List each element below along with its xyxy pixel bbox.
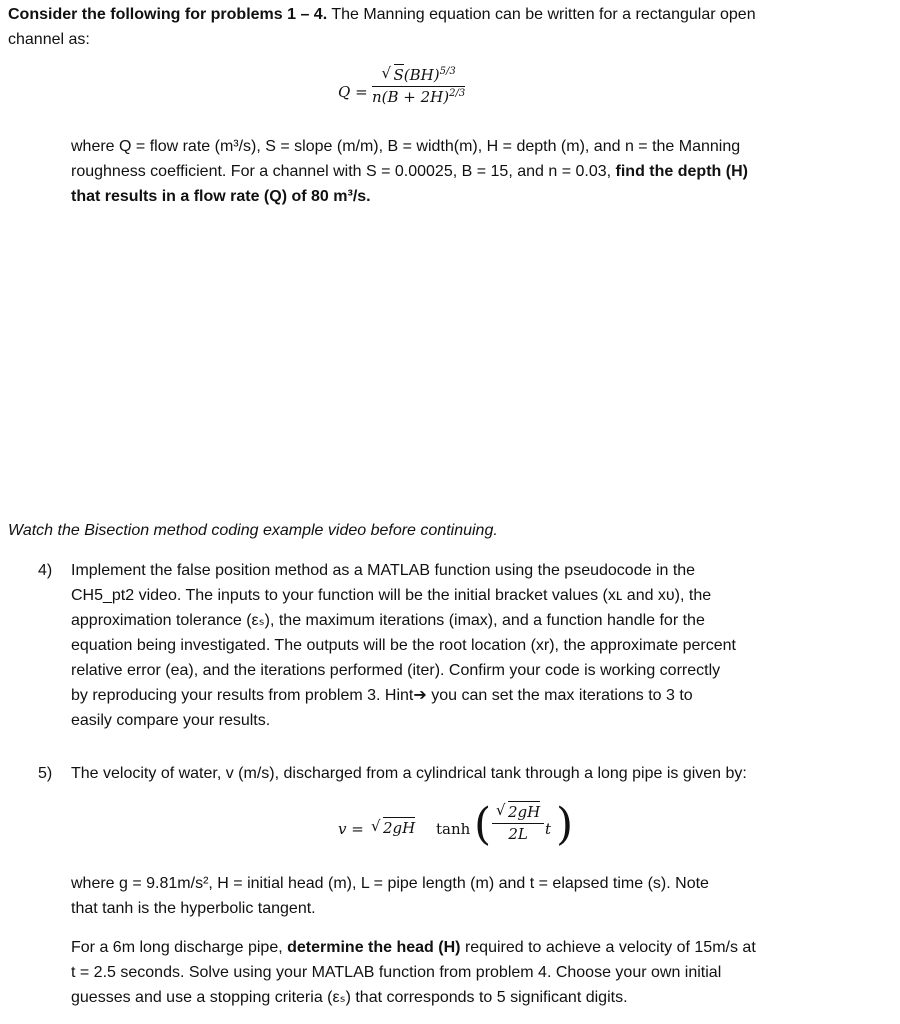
intro-heading-rest: The Manning equation can be written for a rectangular open	[331, 6, 756, 23]
manning-sqrt: √ S	[381, 64, 404, 84]
intro-heading	[8, 2, 756, 27]
problem5-number: 5)	[38, 765, 53, 782]
problem4-line: by reproducing your results from problem 3. Hint➔ you can set the max iterations to 3 to	[71, 687, 693, 704]
problem4-line: equation being investigated. The outputs will be the root location (xr), the approximate percent	[71, 637, 736, 654]
velocity-sqrt: √ 2gH	[371, 817, 416, 837]
velocity-right-paren: )	[556, 799, 574, 850]
watch-note: Watch the Bisection method coding example video before continuing.	[8, 522, 498, 539]
intro-heading-bold: Consider the following for problems 1 – 4.	[8, 6, 328, 23]
velocity-left-paren: (	[474, 799, 492, 850]
problem4-line: CH5_pt2 video. The inputs to your function will be the initial bracket values (xʟ and xᴜ), the	[71, 587, 712, 604]
velocity-tanh: tanh	[436, 820, 471, 838]
where-line3: that results in a flow rate (Q) of 80 m³/s.	[71, 188, 371, 205]
problem5-task-line1: For a 6m long discharge pipe, determine the head (H) required to achieve a velocity of 15m/s at	[71, 939, 756, 956]
problem5-where-line1: where g = 9.81m/s², H = initial head (m), L = pipe length (m) and t = elapsed time (s). Note	[71, 875, 709, 892]
problem4-line: approximation tolerance (εₛ), the maximum iterations (imax), and a function handle for the	[71, 612, 705, 629]
problem5-where-line2: that tanh is the hyperbolic tangent.	[71, 900, 316, 917]
problem4-body	[71, 558, 736, 733]
problem5-intro: The velocity of water, v (m/s), discharged from a cylindrical tank through a long pipe is given by:	[71, 765, 747, 782]
velocity-fraction: √ 2gH 2L	[492, 803, 544, 843]
manning-equation: √ S(BH)$^{5/3}$ $n(B + 2H)^{2/3}$	[372, 64, 466, 106]
velocity-t: t	[545, 820, 552, 838]
problem4-line: easily compare your results.	[71, 712, 271, 729]
problem5-task-line3: guesses and use a stopping criteria (εₛ) that corresponds to 5 significant digits.	[71, 989, 628, 1006]
where-line2: roughness coefficient. For a channel with S = 0.00025, B = 15, and n = 0.03, find the depth (H)	[71, 163, 748, 180]
problem5-task-line2: t = 2.5 seconds. Solve using your MATLAB function from problem 4. Choose your own initial	[71, 964, 722, 981]
velocity-lhs: v =	[338, 820, 364, 838]
problem4-number: 4)	[38, 562, 53, 579]
problem4-line: relative error (ea), and the iterations performed (iter). Confirm your code is working correctly	[71, 662, 721, 679]
manning-lhs: Q =	[338, 83, 368, 101]
problem4-line: Implement the false position method as a MATLAB function using the pseudocode in the	[71, 562, 696, 579]
where-line1: where Q = flow rate (m³/s), S = slope (m/m), B = width(m), H = depth (m), and n = the Manning	[71, 138, 741, 155]
intro-heading-line2: channel as:	[8, 31, 90, 48]
